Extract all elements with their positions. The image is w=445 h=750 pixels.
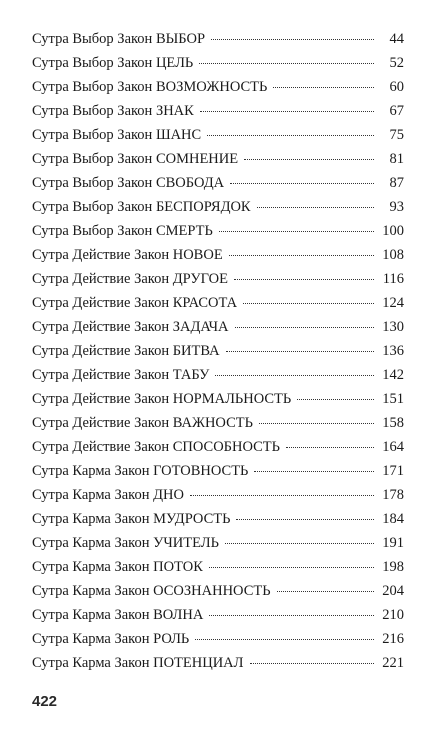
toc-entry-page: 142 (382, 367, 404, 383)
toc-leader-dots (209, 615, 374, 616)
toc-entry[interactable] (32, 147, 404, 171)
toc-entry[interactable] (32, 27, 404, 51)
toc-entry[interactable] (32, 459, 404, 483)
toc-entry-page: 221 (382, 655, 404, 671)
toc-leader-dots (215, 375, 374, 376)
toc-leader-dots (243, 303, 374, 304)
toc-entry[interactable] (32, 411, 404, 435)
toc-entry[interactable] (32, 315, 404, 339)
toc-entry-page: 171 (382, 463, 404, 479)
toc-entry[interactable] (32, 555, 404, 579)
toc-leader-dots (286, 447, 374, 448)
toc-entry[interactable] (32, 243, 404, 267)
toc-entry[interactable] (32, 387, 404, 411)
toc-entry-title: Сутра Выбор Закон ШАНС (32, 127, 202, 143)
toc-entry-page: 178 (382, 487, 404, 503)
toc-leader-dots (209, 567, 374, 568)
toc-entry-title: Сутра Карма Закон УЧИТЕЛЬ (32, 535, 219, 551)
toc-entry-page: 52 (389, 55, 404, 71)
toc-entry-title: Сутра Действие Закон ДРУГОЕ (32, 271, 228, 287)
toc-entry-title: Сутра Действие Закон ВАЖНОСТЬ (32, 415, 253, 431)
toc-leader-dots (190, 495, 374, 496)
toc-entry-title: Сутра Выбор Закон ВЫБОР (32, 31, 206, 47)
toc-leader-dots (230, 183, 374, 184)
toc-entry-title: Сутра Действие Закон СПОСОБНОСТЬ (32, 439, 280, 455)
toc-entry-title: Сутра Действие Закон КРАСОТА (32, 295, 238, 311)
toc-entry-title: Сутра Выбор Закон БЕСПОРЯДОК (32, 199, 251, 215)
toc-entry-title: Сутра Карма Закон ОСОЗНАННОСТЬ (32, 583, 271, 599)
toc-leader-dots (277, 591, 374, 592)
toc-entry-page: 75 (389, 127, 404, 143)
toc-entry[interactable] (32, 531, 404, 555)
toc-entry[interactable] (32, 435, 404, 459)
toc-entry-title: Сутра Выбор Закон СМЕРТЬ (32, 223, 213, 239)
toc-entry-title: Сутра Выбор Закон СВОБОДА (32, 175, 225, 191)
toc-leader-dots (259, 423, 374, 424)
toc-entry-page: 198 (382, 559, 404, 575)
toc-leader-dots (229, 255, 374, 256)
toc-entry[interactable] (32, 603, 404, 627)
toc-entry-title: Сутра Карма Закон ДНО (32, 487, 184, 503)
toc-entry-page: 191 (382, 535, 404, 551)
toc-entry-title: Сутра Карма Закон ПОТОК (32, 559, 203, 575)
toc-entry-title: Сутра Действие Закон БИТВА (32, 343, 220, 359)
toc-entry[interactable] (32, 579, 404, 603)
toc-entry-page: 108 (382, 247, 404, 263)
toc-entry[interactable] (32, 291, 404, 315)
toc-leader-dots (254, 471, 374, 472)
toc-entry-page: 44 (389, 31, 404, 47)
toc-entry-page: 164 (382, 439, 404, 455)
toc-leader-dots (297, 399, 374, 400)
toc-entry[interactable] (32, 339, 404, 363)
toc-entry-title: Сутра Действие Закон ТАБУ (32, 367, 210, 383)
toc-leader-dots (257, 207, 374, 208)
toc-entry[interactable] (32, 99, 404, 123)
toc-entry-page: 210 (382, 607, 404, 623)
toc-entry-page: 100 (382, 223, 404, 239)
toc-leader-dots (207, 135, 374, 136)
toc-entry-title: Сутра Карма Закон ПОТЕНЦИАЛ (32, 655, 244, 671)
toc-entry-title: Сутра Действие Закон ЗАДАЧА (32, 319, 229, 335)
toc-entry[interactable] (32, 651, 404, 675)
toc-leader-dots (225, 543, 374, 544)
toc-entry[interactable] (32, 51, 404, 75)
toc-entry-page: 204 (382, 583, 404, 599)
toc-leader-dots (195, 639, 374, 640)
toc-entry[interactable] (32, 507, 404, 531)
toc-entry-title: Сутра Действие Закон НОРМАЛЬНОСТЬ (32, 391, 292, 407)
toc-entry[interactable] (32, 171, 404, 195)
toc-leader-dots (211, 39, 374, 40)
toc-entry[interactable] (32, 267, 404, 291)
toc-entry-title: Сутра Карма Закон ВОЛНА (32, 607, 204, 623)
toc-entry[interactable] (32, 75, 404, 99)
toc-entry-page: 158 (382, 415, 404, 431)
toc-entry[interactable] (32, 219, 404, 243)
toc-leader-dots (199, 63, 374, 64)
toc-entry-title: Сутра Действие Закон НОВОЕ (32, 247, 223, 263)
toc-entry[interactable] (32, 363, 404, 387)
toc-leader-dots (236, 519, 374, 520)
toc-entry-title: Сутра Выбор Закон СОМНЕНИЕ (32, 151, 239, 167)
toc-leader-dots (234, 279, 374, 280)
toc-leader-dots (226, 351, 374, 352)
toc-leader-dots (273, 87, 374, 88)
toc-leader-dots (200, 111, 374, 112)
toc-entry-page: 93 (389, 199, 404, 215)
toc-entry-page: 136 (382, 343, 404, 359)
toc-entry[interactable] (32, 483, 404, 507)
toc-entry[interactable] (32, 123, 404, 147)
toc-entry-page: 124 (382, 295, 404, 311)
toc-entry-page: 184 (382, 511, 404, 527)
toc-entry-title: Сутра Выбор Закон ЗНАК (32, 103, 194, 119)
toc-entry-title: Сутра Карма Закон МУДРОСТЬ (32, 511, 231, 527)
toc-entry-page: 116 (382, 271, 404, 287)
toc-leader-dots (235, 327, 374, 328)
toc-entry-title: Сутра Выбор Закон ВОЗМОЖНОСТЬ (32, 79, 268, 95)
toc-entry-page: 87 (389, 175, 404, 191)
toc-leader-dots (219, 231, 374, 232)
toc-leader-dots (244, 159, 374, 160)
toc-leader-dots (250, 663, 375, 664)
table-of-contents (32, 27, 404, 675)
toc-entry-title: Сутра Карма Закон ГОТОВНОСТЬ (32, 463, 249, 479)
toc-entry-page: 130 (382, 319, 404, 335)
toc-entry-title: Сутра Выбор Закон ЦЕЛЬ (32, 55, 194, 71)
page-number: 422 (32, 693, 58, 710)
toc-entry-page: 67 (389, 103, 404, 119)
toc-entry[interactable] (32, 627, 404, 651)
toc-entry-page: 60 (389, 79, 404, 95)
toc-entry[interactable] (32, 195, 404, 219)
toc-entry-page: 151 (382, 391, 404, 407)
toc-entry-page: 81 (389, 151, 404, 167)
toc-entry-page: 216 (382, 631, 404, 647)
toc-entry-title: Сутра Карма Закон РОЛЬ (32, 631, 190, 647)
